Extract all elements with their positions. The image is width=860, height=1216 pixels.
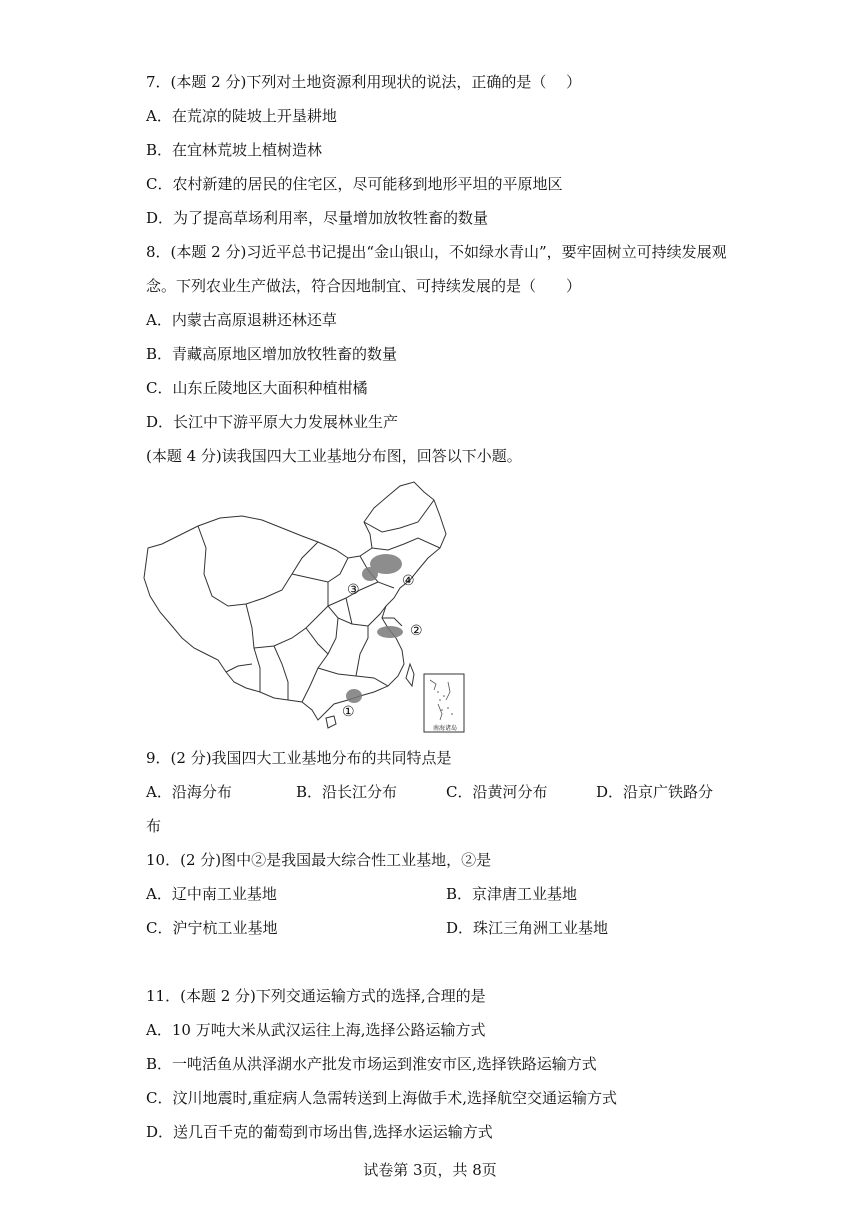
map-marker-3: ③ — [347, 582, 360, 598]
q10-stem: 10．(2 分)图中②是我国最大综合性工业基地，②是 — [146, 851, 492, 869]
q11-option-d: D．送几百千克的葡萄到市场出售,选择水运运输方式 — [146, 1123, 493, 1141]
q10-option-b: B．京津唐工业基地 — [446, 885, 578, 903]
q10-option-a: A．辽中南工业基地 — [146, 885, 277, 903]
china-map-outline — [142, 478, 472, 736]
q8-option-b: B．青藏高原地区增加放牧牲畜的数量 — [146, 345, 398, 363]
q7-option-c: C．农村新建的居民的住宅区，尽可能移到地形平坦的平原地区 — [146, 175, 563, 193]
q9-stem: 9．(2 分)我国四大工业基地分布的共同特点是 — [146, 749, 452, 767]
q10-option-d: D．珠江三角洲工业基地 — [446, 919, 609, 937]
q9-option-d: D．沿京广铁路分 — [596, 783, 714, 801]
q8-stem-line1: 8．(本题 2 分)习近平总书记提出“金山银山，不如绿水青山”，要牢固树立可持续发展观 — [146, 243, 727, 261]
q8-option-a: A．内蒙古高原退耕还林还草 — [146, 311, 337, 329]
q7-option-d: D．为了提高草场利用率，尽量增加放牧牲畜的数量 — [146, 209, 489, 227]
q9-option-a: A．沿海分布 — [146, 783, 232, 801]
q7-option-a: A．在荒凉的陡坡上开垦耕地 — [146, 107, 337, 125]
map-marker-1: ① — [342, 704, 355, 720]
q9-option-d-continued: 布 — [146, 817, 162, 835]
china-industrial-bases-map — [142, 478, 472, 736]
map-inset-label: 南海诸岛 — [432, 725, 457, 732]
q9-option-b: B．沿长江分布 — [296, 783, 398, 801]
map-marker-2: ② — [410, 623, 423, 639]
q10-option-c: C．沪宁杭工业基地 — [146, 919, 278, 937]
q7-option-b: B．在宜林荒坡上植树造林 — [146, 141, 323, 159]
group-intro: (本题 4 分)读我国四大工业基地分布图，回答以下小题。 — [146, 447, 522, 465]
q9-option-c: C．沿黄河分布 — [446, 783, 548, 801]
map-marker-4: ④ — [402, 573, 415, 589]
q8-stem-line2: 念。下列农业生产做法，符合因地制宜、可持续发展的是（ ） — [146, 277, 582, 295]
q11-option-c: C．汶川地震时,重症病人急需转送到上海做手术,选择航空交通运输方式 — [146, 1089, 618, 1107]
q7-stem: 7．(本题 2 分)下列对土地资源利用现状的说法，正确的是（ ） — [146, 73, 582, 91]
q8-option-c: C．山东丘陵地区大面积种植柑橘 — [146, 379, 368, 397]
page-footer: 试卷第 3页，共 8页 — [363, 1161, 497, 1179]
q11-stem: 11．(本题 2 分)下列交通运输方式的选择,合理的是 — [146, 987, 486, 1005]
q8-option-d: D．长江中下游平原大力发展林业生产 — [146, 413, 399, 431]
q11-option-b: B．一吨活鱼从洪泽湖水产批发市场运到淮安市区,选择铁路运输方式 — [146, 1055, 597, 1073]
q11-option-a: A．10 万吨大米从武汉运往上海,选择公路运输方式 — [146, 1021, 486, 1039]
